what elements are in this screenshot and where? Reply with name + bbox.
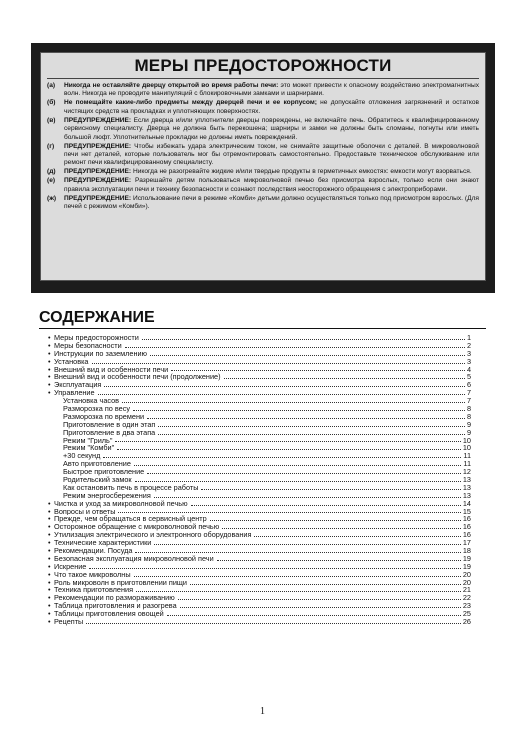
precaution-item [47,143,479,168]
toc-entry [48,334,471,342]
contents-title: СОДЕРЖАНИЕ [39,309,155,326]
toc-page-number: 18 [462,547,471,555]
toc-label: Таблицы приготовления овощей [54,610,164,619]
dot-leader [135,552,460,553]
precaution-tag: (е) [47,177,56,185]
dot-leader [147,418,465,419]
dot-leader [86,623,461,624]
toc-subentry [48,468,471,476]
dot-leader [125,347,465,348]
toc-subentry [48,492,471,500]
toc-subentry [48,484,471,492]
toc-subentry [48,444,471,452]
toc-page-number: 17 [462,539,471,548]
toc-label: +30 секунд [63,452,101,461]
toc-page-number: 19 [462,554,471,563]
precaution-text [64,99,479,116]
toc-page-number: 9 [466,420,471,429]
contents-divider [39,328,486,329]
dot-leader [134,576,461,577]
toc-entry [48,523,471,531]
toc-label: Искрение [54,562,87,571]
precaution-lead: ПРЕДУПРЕЖДЕНИЕ: [64,194,132,202]
toc-label: Что такое микроволны [54,570,131,579]
dot-leader [150,355,465,356]
toc-page-number: 20 [462,570,471,579]
bullet: • [48,618,51,626]
toc-entry [48,602,471,610]
toc-entry [48,539,471,547]
toc-entry [48,350,471,358]
toc-label: Таблица приготовления и разогрева [54,602,177,611]
precaution-tag: (б) [47,99,56,107]
toc-subentry [48,452,471,460]
toc-entry [48,500,471,508]
toc-page-number: 16 [462,531,471,540]
toc-page-number: 6 [466,381,471,390]
toc-page-number: 3 [466,357,471,366]
toc-page-number: 12 [462,468,471,477]
toc-entry [48,381,471,389]
toc-page-number: 11 [463,452,471,461]
dot-leader [178,599,461,600]
toc-page-number: 8 [466,405,471,413]
precaution-text [64,177,479,194]
toc-entry [48,508,471,516]
bullet: • [48,610,51,619]
dot-leader [201,489,460,490]
dot-leader [98,394,465,395]
toc-page-number: 7 [466,397,471,406]
toc-label: Инструкции по заземлению [54,349,148,358]
toc-page-number: 3 [466,349,471,358]
toc-entry [48,547,471,555]
toc-label: Разморозка по весу [63,405,131,413]
dot-leader [122,402,465,403]
precautions-list [47,82,479,212]
bullet: • [48,594,51,603]
toc-entry [48,563,471,571]
toc-page-number: 15 [462,507,471,516]
precaution-lead: ПРЕДУПРЕЖДЕНИЕ: [64,177,132,185]
precaution-text [64,168,479,176]
toc-page-number: 13 [462,483,471,492]
bullet: • [48,570,51,579]
toc-label: Управление [54,389,95,398]
toc-page-number: 22 [462,594,471,603]
dot-leader [158,434,465,435]
toc-subentry [48,437,471,445]
precaution-tag: (в) [47,116,56,124]
precaution-item [47,82,479,99]
precaution-lead: Никогда не оставляйте дверцу открытой во время работы печи: [64,82,279,89]
precaution-lead: ПРЕДУПРЕЖДЕНИЕ: [64,116,132,124]
precaution-lead: ПРЕДУПРЕЖДЕНИЕ: [64,168,132,176]
bullet: • [48,373,51,382]
toc-page-number: 5 [466,373,471,382]
toc-page-number: 13 [462,476,471,484]
toc-page-number: 7 [466,389,471,398]
toc-page-number: 16 [462,515,471,524]
dot-leader [133,410,465,411]
toc-subentry [48,421,471,429]
bullet: • [48,507,51,516]
dot-leader [217,560,461,561]
dot-leader [115,441,460,442]
toc-entry [48,555,471,563]
dot-leader [135,481,461,482]
dot-leader [254,536,460,537]
toc-label: Режим "Гриль" [63,436,113,445]
toc-label: Внешний вид и особенности печи [54,365,169,374]
toc-page-number: 23 [462,602,471,611]
toc-label: Утилизация электрического и электронного оборудования [54,531,252,540]
dot-leader [190,584,461,585]
toc-label: Прежде, чем обращаться в сервисный центр [54,515,207,524]
dot-leader [104,386,465,387]
bullet: • [48,334,51,342]
toc-page-number: 21 [462,586,471,595]
toc-page-number: 8 [466,412,471,421]
precaution-body: не допускайте отложения загрязнений и остатков чистящих средств на прокладках и уплотняющих поверхностях. [64,99,479,115]
toc-entry [48,515,471,523]
bullet: • [48,389,51,398]
precaution-body: Разрешайте детям пользоваться микроволновой печью без присмотра взрослых, только если они знают правила эксплуатации печи и технику безопасности и сознают последствия неосторожного обращения с электроприборами. [64,177,479,193]
bullet: • [48,365,51,374]
precaution-item [47,177,479,194]
toc-page-number: 20 [462,578,471,587]
dot-leader [167,615,461,616]
precaution-body: это может привести к опасному воздействию электромагнитных волн. Никогда не проводите манипуляций с блокировочными замками и шарнирами. [64,82,479,98]
bullet: • [48,586,51,595]
precaution-lead: Не помещайте какие-либо предметы между дверцей печи и ее корпусом; [64,99,317,107]
toc-subentry [48,405,471,413]
toc-entry [48,373,471,381]
toc-subentry [48,429,471,437]
precaution-tag: (а) [47,82,56,89]
toc-label: Режим "Комби" [63,444,115,453]
dot-leader [92,363,465,364]
dot-leader [154,544,461,545]
toc-label: Как остановить печь в процессе работы [63,483,199,492]
toc-subentry [48,460,471,468]
precautions-title: МЕРЫ ПРЕДОСТОРОЖНОСТИ [134,56,392,75]
dot-leader [210,520,461,521]
toc-label: Быстрое приготовление [63,468,145,477]
toc-label: Меры предосторожности [54,334,139,342]
toc-entry [48,358,471,366]
toc-label: Режим энергосбережения [63,491,151,500]
precaution-text [64,82,479,99]
precaution-item [47,195,479,212]
dot-leader [136,591,461,592]
toc-page-number: 1 [466,334,471,342]
toc-label: Роль микроволн в приготовлении пищи [54,578,187,587]
toc-subentry [48,413,471,421]
toc-entry [48,618,471,626]
precaution-text [64,195,479,212]
page-number: 1 [260,706,265,717]
toc-entry [48,342,471,350]
bullet: • [48,381,51,390]
toc-label: Внешний вид и особенности печи (продолжение) [54,373,221,382]
toc-page-number: 16 [462,523,471,532]
toc-label: Приготовление в два этапа [63,428,156,437]
toc-page-number: 11 [463,460,471,469]
dot-leader [134,465,462,466]
precaution-body: Если дверца и/или уплотнители дверцы повреждены, не включайте печь. Обратитесь к квалифицированному сервисному специалисту. Дверца не должна быть перекошена; шарниры и замки не должны быть сломаны, погнуты или иметь большой люфт. Уплотнительные прокладки не должны иметь повреждений. [64,116,479,141]
toc-page-number: 25 [462,610,471,619]
toc-page-number: 14 [462,499,471,508]
dot-leader [224,378,465,379]
toc-entry [48,610,471,618]
dot-leader [180,607,461,608]
toc-entry [48,366,471,374]
dot-leader [118,512,460,513]
toc-label: Рекомендации. Посуда [54,547,133,555]
bullet: • [48,515,51,524]
toc-page-number: 10 [462,444,471,453]
bullet: • [48,349,51,358]
dot-leader [171,370,465,371]
toc-label: Технические характеристики [54,539,152,548]
bullet: • [48,531,51,540]
precaution-tag: (г) [47,142,55,150]
toc-label: Чистка и уход за микроволновой печью [54,499,188,508]
bullet: • [48,341,51,350]
toc-entry [48,579,471,587]
toc-label: Эксплуатация [54,381,102,390]
precaution-tag: (д) [47,168,56,176]
toc-page-number: 2 [466,341,471,350]
toc-page-number: 4 [466,365,471,374]
dot-leader [147,473,461,474]
table-of-contents [48,334,471,626]
toc-label: Осторожное обращение с микроволновой печью [54,523,220,532]
toc-label: Вопросы и ответы [54,507,116,516]
toc-label: Безопасная эксплуатация микроволновой печи [54,554,214,563]
precautions-box [40,52,486,281]
dot-leader [117,449,461,450]
toc-label: Родительский замок [63,476,132,484]
bullet: • [48,562,51,571]
bullet: • [48,523,51,532]
bullet: • [48,357,51,366]
dot-leader [103,457,461,458]
precaution-text [64,143,479,168]
toc-page-number: 10 [462,436,471,445]
precaution-body: Чтобы избежать удара электрическим током, не снимайте защитные оболочки с деталей. В микроволновой печи нет деталей, которые пользователь мог бы отремонтировать самостоятельно. Предоставьте техническое обслуживание или ремонт печи квалифицированному специалисту. [64,142,479,167]
precaution-body: Никогда не разогревайте жидкие и/или твердые продукты в герметичных емкостях: емкости могут взорваться. [131,168,472,176]
toc-label: Рекомендации по размораживанию [54,594,175,603]
precaution-tag: (ж) [47,194,57,202]
precaution-item [47,117,479,142]
toc-label: Рецепты [54,618,84,626]
bullet: • [48,547,51,555]
precaution-item [47,99,479,116]
dot-leader [191,505,461,506]
toc-page-number: 19 [462,562,471,571]
toc-entry [48,389,471,397]
toc-label: Разморозка по времени [63,412,145,421]
toc-subentry [48,397,471,405]
toc-subentry [48,476,471,484]
bullet: • [48,578,51,587]
toc-entry [48,571,471,579]
toc-entry [48,587,471,595]
toc-page-number: 13 [462,491,471,500]
precaution-body: Использование печи в режиме «Комби» детьми должно осуществляться только под присмотром взрослых. (Для печей с режимом «Комби»). [64,194,479,211]
precaution-item [47,168,479,176]
toc-entry [48,531,471,539]
dot-leader [142,339,465,340]
bullet: • [48,554,51,563]
toc-label: Установка часов [63,397,120,406]
toc-label: Приготовление в один этап [63,420,156,429]
toc-label: Меры безопасности [54,341,122,350]
dot-leader [158,426,465,427]
bullet: • [48,539,51,548]
toc-entry [48,594,471,602]
dot-leader [89,568,461,569]
toc-label: Установка [54,357,89,366]
bullet: • [48,499,51,508]
toc-page-number: 26 [462,618,471,626]
toc-label: Техника приготовления [54,586,134,595]
toc-label: Авто приготовление [63,460,131,469]
dot-leader [222,528,461,529]
dot-leader [154,497,461,498]
precaution-lead: ПРЕДУПРЕЖДЕНИЕ: [64,142,132,150]
title-divider [47,78,479,79]
toc-page-number: 9 [466,428,471,437]
bullet: • [48,602,51,611]
precaution-text [64,117,479,142]
